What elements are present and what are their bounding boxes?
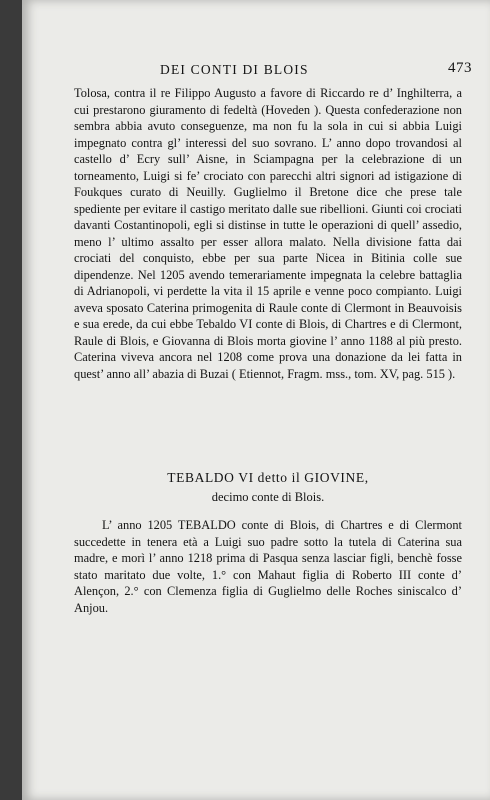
section-title: TEBALDO VI detto il GIOVINE,	[167, 470, 369, 485]
running-head: DEI CONTI DI BLOIS	[160, 62, 309, 77]
section-subtitle: decimo conte di Blois.	[211, 490, 325, 504]
paragraph-text: Tolosa, contra il re Filippo Augusto a favore di Riccardo re d’ Inghilterra, a cui prestarono giuramento di fedeltà (Hoveden ). Questa confederazione non sembra abbia avuto conseguenze, ma non fu la sola in cui si abbia Luigi impegnato contra gl’ interessi del suo sovrano. L’ anno dopo trovandosi al castello d’ Ecry sull’ Aisne, in Sciampagna per la celebrazione di un torneamento, Luigi si fe’ crociato con parecchi altri signori ad istigazione di Foukques curato di Neuilly. Guglielmo il Bretone dice che prese tale spediente per evitare il castigo meritato dalle sue ribellioni. Giunti coi crociati davanti Costantinopoli, egli si distinse in tutte le operazioni di quell’ assedio, meno l’ ultimo assalto per esser allora malato. Nella divisione fatta dai crociati del conquisto, ebbe per sua parte Nicea in Bitinia colle sue dipendenze. Nel 1205 avendo temerariamente impegnata la celebre battaglia di Adrianopoli, vi perdette la vita il 15 aprile e venne poco compianto. Luigi aveva sposato Caterina primogenita di Raule conte di Clermont in Beauvoisis e sua erede, da cui ebbe Tebaldo VI conte di Blois, di Chartres e di Clermont, Raule di Blois, e Giovanna di Blois morta giovine l’ anno 1188 al più presto. Caterina viveva ancora nel 1208 come prova una donazione da lei fatta in quest’ anno all’ abazia di Buzai ( Etiennot, Fragm. mss., tom. XV, pag. 515 ).	[74, 86, 462, 381]
body-paragraph-2	[74, 517, 462, 616]
body-paragraph-1	[74, 85, 462, 382]
paragraph-text: L’ anno 1205 TEBALDO conte di Blois, di Chartres e di Clermont succedette in tenera età a Luigi suo padre sotto la tutela di Caterina sua madre, e morì l’ anno 1218 prima di Pasqua senza lasciar figli, benchè fosse stato maritato due volte, 1.° con Mahaut figlia di Roberto III conte d’ Alençon, 2.° con Clemenza figlia di Guglielmo delle Roches siniscalco d’ Anjou.	[74, 518, 462, 615]
page-header	[96, 62, 472, 82]
page-number: 473	[448, 60, 472, 76]
